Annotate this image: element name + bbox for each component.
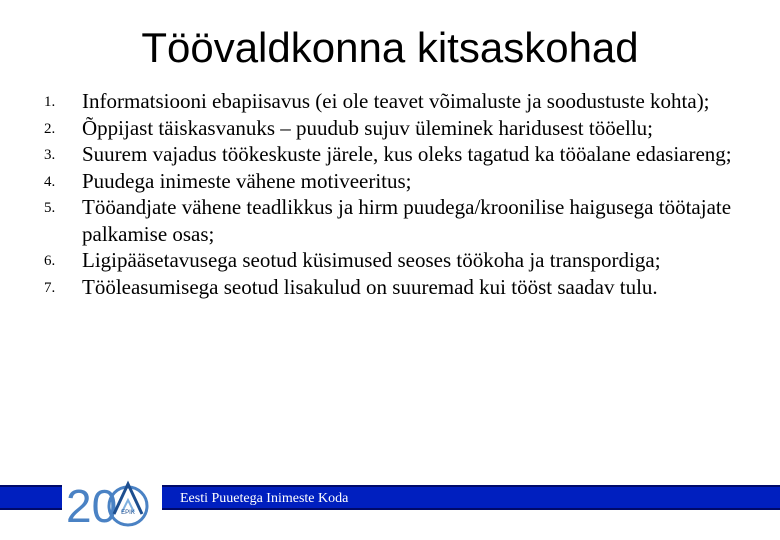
list-item — [0, 168, 780, 195]
anniversary-logo-icon — [62, 470, 162, 530]
item-text: Suurem vajadus töökeskuste järele, kus oleks tagatud ka tööalane edasiareng; — [82, 142, 732, 166]
item-text: Puudega inimeste vähene motiveeritus; — [82, 168, 412, 193]
item-text: Ligipääsetavusega seotud küsimused seoses töökoha ja transpordiga; — [82, 248, 661, 272]
item-number: 1. — [44, 94, 56, 110]
item-number: 4. — [44, 173, 56, 190]
bullet-list — [0, 88, 780, 300]
list-item — [0, 141, 780, 168]
item-text: Õppijast täiskasvanuks – puudub sujuv üleminek haridusest tööellu; — [82, 115, 654, 140]
logo-initials: EPIK — [121, 510, 135, 516]
epik-20-logo — [62, 470, 162, 530]
list-item — [0, 88, 780, 115]
list-item — [0, 115, 780, 142]
slide-title: Töövaldkonna kitsaskohad — [141, 24, 639, 71]
footer-org-name: Eesti Puuetega Inimeste Koda — [180, 491, 349, 506]
item-number: 2. — [44, 120, 56, 137]
logo-number: 20 — [66, 480, 118, 530]
item-number: 5. — [44, 200, 56, 216]
list-item — [0, 274, 780, 301]
list-item — [0, 247, 780, 274]
item-number: 6. — [44, 253, 56, 269]
item-number: 3. — [44, 147, 56, 163]
item-text: Tööandjate vähene teadlikkus ja hirm puudega/kroonilise haigusega töötajate palkamise osas; — [82, 195, 732, 246]
list-item — [0, 194, 780, 247]
item-number: 7. — [44, 279, 56, 296]
item-text: Tööleasumisega seotud lisakulud on suuremad kui tööst saadav tulu. — [82, 274, 658, 299]
item-text: Informatsiooni ebapiisavus (ei ole teavet võimaluste ja soodustuste kohta); — [82, 89, 710, 113]
